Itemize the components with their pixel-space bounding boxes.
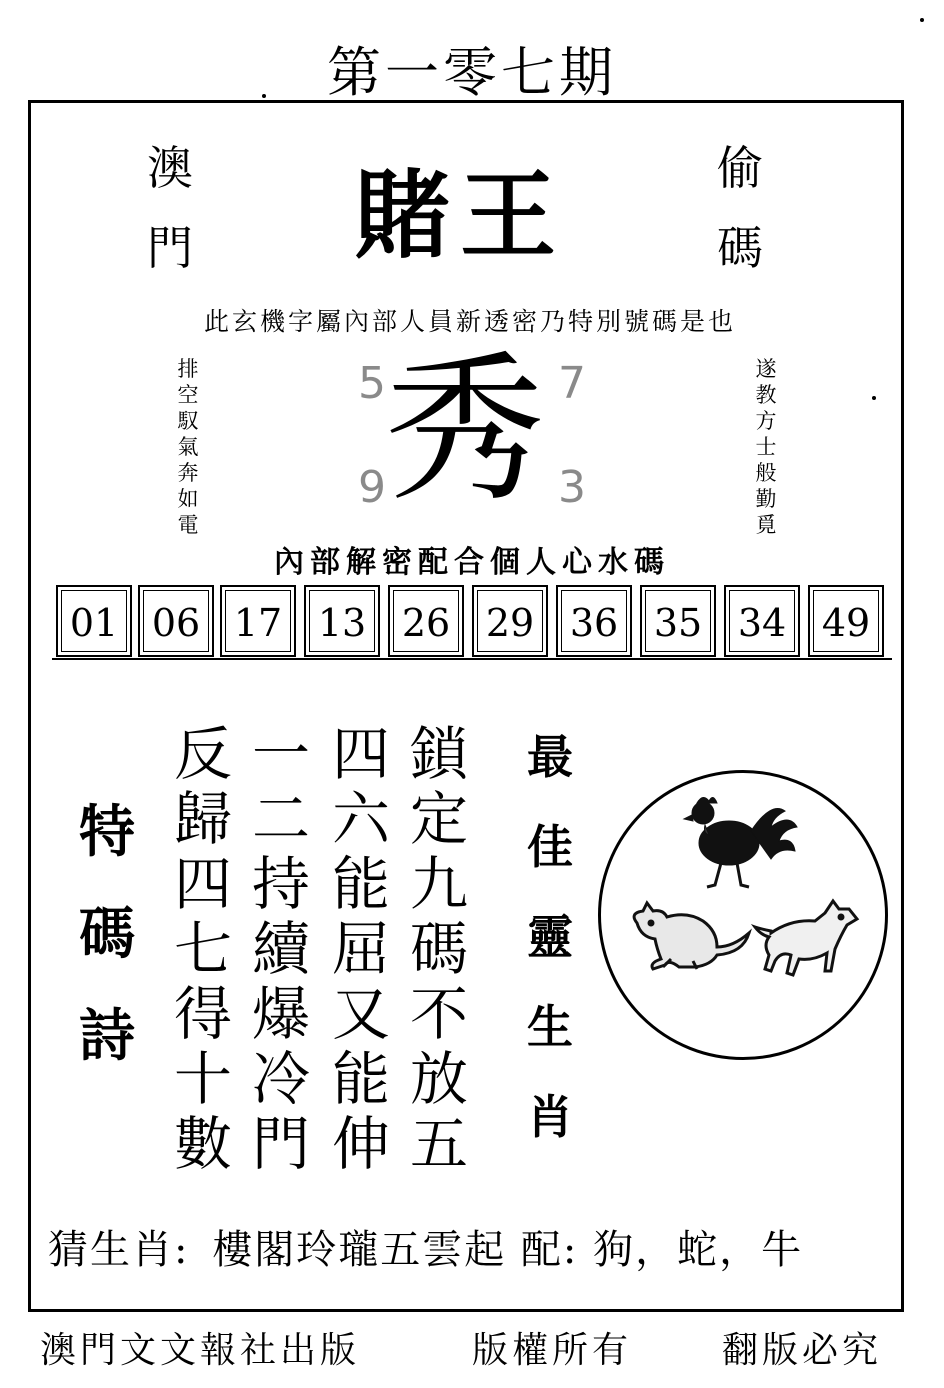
poem-column <box>404 722 474 1177</box>
best-label-char: 肖 <box>527 1090 573 1144</box>
guess-label: 猜生肖: <box>48 1227 190 1273</box>
poem-char: 六 <box>331 785 390 853</box>
poem-char: 續 <box>251 915 310 983</box>
poem-char: 一 <box>251 720 310 788</box>
small-char: 方 <box>755 409 777 433</box>
intro-text: 此玄機字屬內部人員新透密乃特別號碼是也 <box>203 307 736 336</box>
number-cell: 26 <box>388 585 464 657</box>
scan-speck <box>872 396 876 400</box>
small-char: 電 <box>177 513 199 537</box>
scan-speck <box>262 94 266 98</box>
number-cell: 34 <box>724 585 800 657</box>
small-poem-right <box>752 356 780 538</box>
match-answers: 狗，蛇，牛 <box>593 1227 804 1273</box>
small-char: 奔 <box>177 461 199 485</box>
zodiac-circle <box>598 770 888 1060</box>
number-cell: 36 <box>556 585 632 657</box>
side-label-left <box>140 128 200 288</box>
small-char: 如 <box>177 487 199 511</box>
poem-label-char: 特 <box>79 800 135 865</box>
poem-char: 門 <box>251 1110 310 1178</box>
poem-char: 爆 <box>251 980 310 1048</box>
scan-speck <box>920 18 924 22</box>
side-left-char: 澳 <box>147 141 193 195</box>
best-label-char: 靈 <box>527 910 573 964</box>
side-right-char: 碼 <box>717 221 763 275</box>
poem-char: 碼 <box>409 915 468 983</box>
poem-char: 十 <box>173 1045 232 1113</box>
guess-clue: 樓閣玲瓏五雲起 <box>212 1227 507 1273</box>
poem-char: 七 <box>173 915 232 983</box>
poem-char: 能 <box>331 850 390 918</box>
number-row <box>52 585 892 659</box>
poem-char: 五 <box>409 1110 468 1178</box>
poem-char: 鎖 <box>409 720 468 788</box>
small-char: 馭 <box>177 409 199 433</box>
best-label-char: 佳 <box>527 820 573 874</box>
number-cell: 06 <box>138 585 214 657</box>
poem-char: 四 <box>331 720 390 788</box>
poem-char: 又 <box>331 980 390 1048</box>
side-label-right <box>710 128 770 288</box>
number-cell: 49 <box>808 585 884 657</box>
main-title: 賭王 <box>354 160 566 272</box>
small-char: 遂 <box>755 357 777 381</box>
divider <box>52 658 892 660</box>
digit-top-right: 7 <box>558 358 586 409</box>
best-zodiac-label <box>520 712 580 1162</box>
poem-char: 歸 <box>173 785 232 853</box>
footer-copyright: 版權所有 <box>472 1330 633 1371</box>
small-char: 教 <box>755 383 777 407</box>
number-cell: 29 <box>472 585 548 657</box>
subtitle: 內部解密配合個人心水碼 <box>274 545 670 580</box>
small-char: 氣 <box>177 435 199 459</box>
footer-warning: 翻版必究 <box>722 1330 883 1371</box>
best-label-char: 最 <box>527 730 573 784</box>
poem-char: 定 <box>409 785 468 853</box>
small-char: 士 <box>755 435 777 459</box>
digit-bottom-left: 9 <box>358 462 386 513</box>
digit-top-left: 5 <box>358 358 386 409</box>
poem-char: 不 <box>409 980 468 1048</box>
small-char: 覓 <box>755 513 777 537</box>
cat-icon <box>634 903 749 969</box>
dog-icon <box>755 901 857 975</box>
side-right-char: 偷 <box>717 141 763 195</box>
poem-char: 數 <box>173 1110 232 1178</box>
poem-char: 九 <box>409 850 468 918</box>
match-label: 配: <box>520 1227 579 1273</box>
poem-column <box>326 722 396 1177</box>
poem-column <box>246 722 316 1177</box>
issue-title: 第一零七期 <box>327 41 617 104</box>
poem-char: 四 <box>173 850 232 918</box>
side-left-char: 門 <box>147 221 193 275</box>
poem-char: 得 <box>173 980 232 1048</box>
small-char: 空 <box>177 383 199 407</box>
poem-char: 冷 <box>251 1045 310 1113</box>
poem-char: 能 <box>331 1045 390 1113</box>
rooster-icon <box>684 797 797 887</box>
poem-column <box>168 722 238 1177</box>
poem-char: 伸 <box>331 1110 390 1178</box>
number-cell: 13 <box>304 585 380 657</box>
poem-label <box>72 782 142 1088</box>
small-poem-left <box>174 356 202 538</box>
poem-char: 屈 <box>331 915 390 983</box>
best-label-char: 生 <box>527 1000 573 1054</box>
main-character: 秀 <box>384 336 545 523</box>
small-char: 勤 <box>755 487 777 511</box>
number-cell: 17 <box>220 585 296 657</box>
guess-line <box>48 1218 803 1275</box>
poem-label-char: 詩 <box>79 1004 135 1069</box>
digit-bottom-right: 3 <box>558 462 586 513</box>
poem-label-char: 碼 <box>79 902 135 967</box>
small-char: 般 <box>755 461 777 485</box>
number-cell: 35 <box>640 585 716 657</box>
poem-char: 二 <box>251 785 310 853</box>
poem-char: 放 <box>409 1045 468 1113</box>
poem-char: 持 <box>251 850 310 918</box>
footer-publisher: 澳門文文報社出版 <box>40 1330 361 1371</box>
poem-char: 反 <box>173 720 232 788</box>
zodiac-illustration <box>601 773 885 1057</box>
number-cell: 01 <box>56 585 132 657</box>
small-char: 排 <box>177 357 199 381</box>
